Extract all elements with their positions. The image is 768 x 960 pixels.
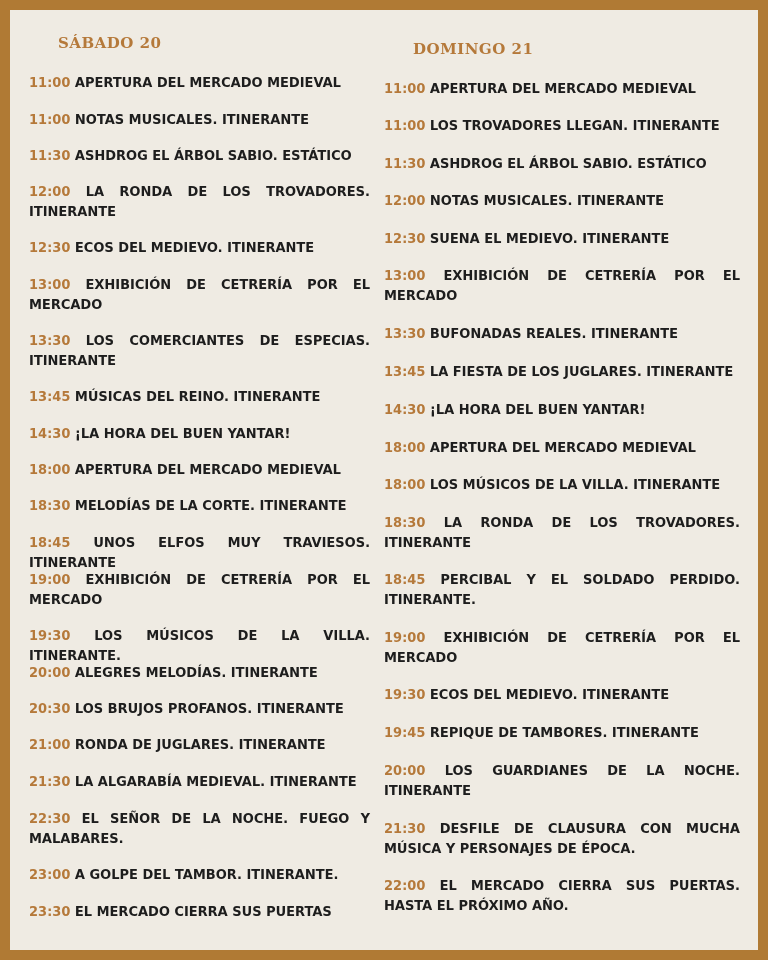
event-text: LA FIESTA DE LOS JUGLARES. ITINERANTE xyxy=(429,365,734,380)
event-time: 19:30 xyxy=(29,629,71,644)
event-time: 11:00 xyxy=(384,119,426,134)
event-time: 18:30 xyxy=(384,516,426,531)
event-text: SUENA EL MEDIEVO. ITINERANTE xyxy=(429,232,670,247)
schedule-item xyxy=(384,117,740,137)
event-text: ¡LA HORA DEL BUEN YANTAR! xyxy=(429,403,646,418)
event-time: 11:30 xyxy=(29,149,71,164)
schedule-page xyxy=(10,10,758,950)
event-text: RONDA DE JUGLARES. ITINERANTE xyxy=(74,738,326,753)
event-time: 14:30 xyxy=(384,403,426,418)
schedule-item xyxy=(29,276,370,316)
event-time: 12:30 xyxy=(384,232,426,247)
event-time: 12:00 xyxy=(29,185,71,200)
event-text: ¡LA HORA DEL BUEN YANTAR! xyxy=(74,427,291,442)
event-text: LA RONDA DE LOS TROVADORES. ITINERANTE xyxy=(384,516,740,551)
event-text: EXHIBICIÓN DE CETRERÍA POR EL MERCADO xyxy=(29,278,370,313)
event-text: BUFONADAS REALES. ITINERANTE xyxy=(429,327,678,342)
event-time: 21:00 xyxy=(29,738,71,753)
event-time: 23:30 xyxy=(29,905,71,920)
event-text: EXHIBICIÓN DE CETRERÍA POR EL MERCADO xyxy=(384,269,740,304)
event-time: 13:30 xyxy=(384,327,426,342)
schedule-item xyxy=(29,903,370,923)
event-text: LA ALGARABÍA MEDIEVAL. ITINERANTE xyxy=(74,775,357,790)
event-text: LA RONDA DE LOS TROVADORES. ITINERANTE xyxy=(29,185,370,220)
event-text: MELODÍAS DE LA CORTE. ITINERANTE xyxy=(74,499,347,514)
event-time: 18:00 xyxy=(384,478,426,493)
event-text: EL MERCADO CIERRA SUS PUERTAS xyxy=(74,905,332,920)
event-text: NOTAS MUSICALES. ITINERANTE xyxy=(74,113,309,128)
event-time: 18:00 xyxy=(29,463,71,478)
schedule-item xyxy=(384,230,740,250)
event-time: 18:00 xyxy=(384,441,426,456)
event-text: LOS BRUJOS PROFANOS. ITINERANTE xyxy=(74,702,344,717)
event-time: 19:45 xyxy=(384,726,426,741)
schedule-item xyxy=(29,736,370,756)
schedule-item xyxy=(29,425,370,445)
event-text: A GOLPE DEL TAMBOR. ITINERANTE. xyxy=(74,868,339,883)
event-time: 11:00 xyxy=(384,82,426,97)
event-time: 20:00 xyxy=(29,666,71,681)
event-text: APERTURA DEL MERCADO MEDIEVAL xyxy=(429,441,696,456)
schedule-item xyxy=(384,192,740,212)
event-text: LOS COMERCIANTES DE ESPECIAS. ITINERANTE xyxy=(29,334,370,369)
event-time: 23:00 xyxy=(29,868,71,883)
sunday-title: DOMINGO 21 xyxy=(413,40,534,58)
schedule-item xyxy=(384,155,740,175)
event-time: 19:00 xyxy=(384,631,426,646)
event-time: 22:30 xyxy=(29,812,71,827)
event-time: 13:00 xyxy=(384,269,426,284)
event-time: 21:30 xyxy=(29,775,71,790)
schedule-item xyxy=(384,439,740,459)
schedule-item xyxy=(29,700,370,720)
event-text: EL MERCADO CIERRA SUS PUERTAS. HASTA EL PRÓXIMO AÑO. xyxy=(384,879,740,914)
schedule-item xyxy=(384,514,740,554)
event-text: UNOS ELFOS MUY TRAVIESOS. ITINERANTE xyxy=(29,536,371,571)
event-time: 18:45 xyxy=(384,573,426,588)
event-time: 11:00 xyxy=(29,113,71,128)
schedule-item xyxy=(384,762,740,802)
event-text: NOTAS MUSICALES. ITINERANTE xyxy=(429,194,664,209)
event-text: LOS MÚSICOS DE LA VILLA. ITINERANTE. xyxy=(29,629,370,664)
schedule-item xyxy=(384,267,740,307)
schedule-item xyxy=(384,363,740,383)
event-text: APERTURA DEL MERCADO MEDIEVAL xyxy=(429,82,696,97)
event-text: REPIQUE DE TAMBORES. ITINERANTE xyxy=(429,726,699,741)
event-text: LOS GUARDIANES DE LA NOCHE. ITINERANTE xyxy=(384,764,740,799)
schedule-item xyxy=(384,476,740,496)
schedule-item xyxy=(29,111,370,131)
schedule-item xyxy=(384,401,740,421)
event-time: 11:00 xyxy=(29,76,71,91)
event-text: APERTURA DEL MERCADO MEDIEVAL xyxy=(74,463,341,478)
event-time: 13:00 xyxy=(29,278,71,293)
event-text: APERTURA DEL MERCADO MEDIEVAL xyxy=(74,76,341,91)
schedule-item xyxy=(29,332,370,372)
event-time: 13:30 xyxy=(29,334,71,349)
event-time: 19:00 xyxy=(29,573,71,588)
event-time: 14:30 xyxy=(29,427,71,442)
schedule-item xyxy=(384,571,740,611)
saturday-title: SÁBADO 20 xyxy=(58,34,162,52)
schedule-item xyxy=(29,147,370,167)
schedule-item xyxy=(29,239,370,259)
schedule-item xyxy=(29,664,370,684)
schedule-item xyxy=(384,877,740,917)
schedule-item xyxy=(29,74,370,94)
schedule-item xyxy=(29,183,370,223)
schedule-item xyxy=(29,773,370,793)
event-time: 21:30 xyxy=(384,822,426,837)
event-time: 13:45 xyxy=(384,365,426,380)
schedule-item xyxy=(384,325,740,345)
event-text: ASHDROG EL ÁRBOL SABIO. ESTÁTICO xyxy=(429,157,707,172)
event-text: EL SEÑOR DE LA NOCHE. FUEGO Y MALABARES. xyxy=(29,812,370,847)
event-text: PERCIBAL Y EL SOLDADO PERDIDO. ITINERANTE. xyxy=(384,573,740,608)
event-text: DESFILE DE CLAUSURA CON MUCHA MÚSICA Y PERSONAJES DE ÉPOCA. xyxy=(384,822,740,857)
schedule-item xyxy=(384,686,740,706)
schedule-item xyxy=(29,388,370,408)
schedule-item xyxy=(29,627,370,667)
schedule-item xyxy=(384,80,740,100)
event-time: 22:00 xyxy=(384,879,426,894)
event-text: EXHIBICIÓN DE CETRERÍA POR EL MERCADO xyxy=(29,573,370,608)
schedule-item xyxy=(29,810,370,850)
event-time: 13:45 xyxy=(29,390,71,405)
schedule-item xyxy=(29,497,370,517)
event-time: 18:45 xyxy=(29,536,71,551)
event-text: LOS MÚSICOS DE LA VILLA. ITINERANTE xyxy=(429,478,721,493)
event-text: MÚSICAS DEL REINO. ITINERANTE xyxy=(74,390,321,405)
event-text: EXHIBICIÓN DE CETRERÍA POR EL MERCADO xyxy=(384,631,740,666)
event-text: ASHDROG EL ÁRBOL SABIO. ESTÁTICO xyxy=(74,149,352,164)
schedule-item xyxy=(29,866,370,886)
event-time: 12:30 xyxy=(29,241,71,256)
schedule-item xyxy=(29,534,370,574)
event-text: LOS TROVADORES LLEGAN. ITINERANTE xyxy=(429,119,720,134)
schedule-item xyxy=(29,571,370,611)
event-time: 12:00 xyxy=(384,194,426,209)
schedule-item xyxy=(384,724,740,744)
event-text: ECOS DEL MEDIEVO. ITINERANTE xyxy=(74,241,315,256)
event-time: 20:30 xyxy=(29,702,71,717)
schedule-item xyxy=(384,629,740,669)
event-text: ECOS DEL MEDIEVO. ITINERANTE xyxy=(429,688,670,703)
event-time: 19:30 xyxy=(384,688,426,703)
event-time: 20:00 xyxy=(384,764,426,779)
event-time: 18:30 xyxy=(29,499,71,514)
event-time: 11:30 xyxy=(384,157,426,172)
schedule-item xyxy=(384,820,740,860)
event-text: ALEGRES MELODÍAS. ITINERANTE xyxy=(74,666,318,681)
schedule-item xyxy=(29,461,370,481)
